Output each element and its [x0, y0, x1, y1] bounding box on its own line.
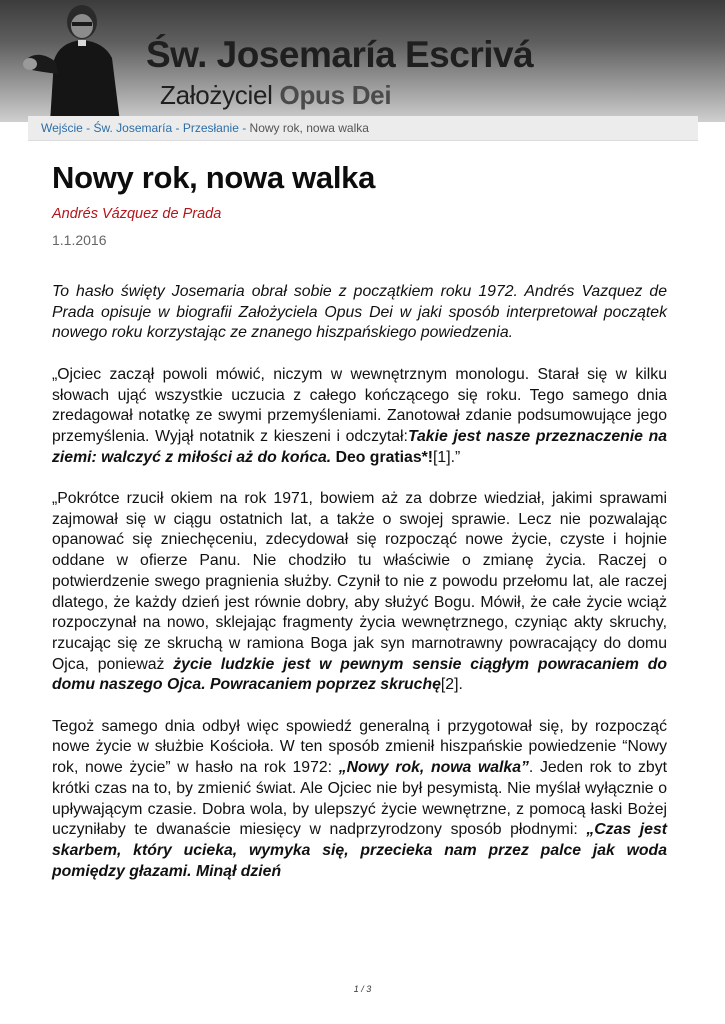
site-subtitle-founder: Założyciel — [160, 80, 273, 110]
article-paragraph — [52, 489, 667, 696]
footnote-ref: [2]. — [440, 676, 463, 694]
breadcrumb-separator: - — [238, 121, 250, 135]
article-body — [52, 282, 667, 903]
breadcrumb-josemaria-link[interactable]: Św. Josemaría — [93, 121, 173, 135]
breadcrumb-separator: - — [82, 121, 94, 135]
breadcrumb — [28, 116, 698, 141]
article-paragraph — [52, 365, 667, 469]
quote-emphasis: życie ludzkie jest w pewnym sensie ciągłym powracaniem do domu naszego Ojca. Powracaniem poprzez skruchę — [52, 655, 667, 694]
paragraph-text: Tegoż samego dnia odbył więc spowiedź generalną i przygotował się, by rozpocząć nowe życie w służbie Kościoła. W ten sposób zmienił hiszpańskie powiedzenie “Nowy rok, nowe życie” w hasło na rok 1972: — [52, 717, 667, 777]
quote-bold: Deo gratias*! — [331, 448, 434, 466]
page-title: Nowy rok, nowa walka — [52, 160, 376, 195]
page-number: 1 / 3 — [353, 984, 372, 994]
breadcrumb-message-link[interactable]: Przesłanie — [182, 121, 239, 135]
breadcrumb-separator: - — [172, 121, 183, 135]
quote-emphasis: „Czas jest skarbem, który ucieka, wymyka się, przecieka nam przez palce jak woda pomiędzy głazami. Minął dzień — [52, 821, 667, 880]
site-title: Św. Josemaría Escrivá — [146, 34, 534, 75]
article-lead: To hasło święty Josemaria obrał sobie z początkiem roku 1972. Andrés Vazquez de Prada opisuje w biografii Założyciela Opus Dei w jaki sposób interpretował początek nowego roku korzystając ze znanego hiszpańskiego powiedzenia. — [52, 283, 667, 342]
paragraph-text: . Jeden rok to zbyt krótki czas na to, by zmienić świat. Ale Ojciec nie był pesymistą. Nie myślał wyłącznie o upływającym czasie. Dobra wola, by ulepszyć życie wewnętrzne, z pomocą łaski Bożej uczyniłaby te dwanaście miesięcy w nadprzyrodzony sposób płodnymi: — [52, 759, 667, 839]
site-subtitle — [160, 80, 391, 111]
portrait-image — [20, 0, 140, 122]
article-paragraph — [52, 717, 667, 883]
paragraph-text: „Pokrótce rzucił okiem na rok 1971, bowiem aż za dobrze wiedział, jakimi sprawami zajmował się w ciągu ostatnich lat, a także o swojej sprawie. Lecz nie pozwalając opanować się zniechęceniu, zdecydował się rozpocząć nowe życie, czyste i hojnie oddane w ofierze Panu. Nie chodziło tu właściwie o zmianę życia. Raczej o potwierdzenie swego pragnienia służby. Czynił to nie z powodu przełomu lat, ale raczej dlatego, że każdy dzień jest równie dobry, aby służyć Bogu. Mówił, że całe życie wciąż rozpoczynał na nowo, sklejając fragmenty życia wewnętrznego, czyniąc akty skruchy, rzucając się ze skruchą w ramiona Boga jak syn marnotrawny powracający do domu Ojca, ponieważ — [52, 490, 667, 673]
footnote-ref: [1].” — [433, 448, 461, 466]
article-author: Andrés Vázquez de Prada — [52, 206, 222, 222]
site-subtitle-opus: Opus Dei — [279, 80, 392, 110]
breadcrumb-current: Nowy rok, nowa walka — [249, 121, 369, 135]
article-date: 1.1.2016 — [52, 232, 107, 248]
quote-emphasis: „Nowy rok, nowa walka” — [338, 759, 529, 777]
breadcrumb-home-link[interactable]: Wejście — [41, 121, 83, 135]
paragraph-text: „Ojciec zaczął powoli mówić, niczym w wewnętrznym monologu. Starał się w kilku słowach ująć wszystkie uczucia z całego kończącego się roku. Tego samego dnia zredagował notatkę ze swymi przemyśleniami. Zanotował zdanie podsumowujące jego przemyślenia. Wyjął notatnik z kieszeni i odczytał: — [52, 365, 667, 445]
header-banner — [0, 0, 725, 122]
quote-emphasis: Takie jest nasze przeznaczenie na ziemi: walczyć z miłości aż do końca. — [52, 427, 668, 466]
